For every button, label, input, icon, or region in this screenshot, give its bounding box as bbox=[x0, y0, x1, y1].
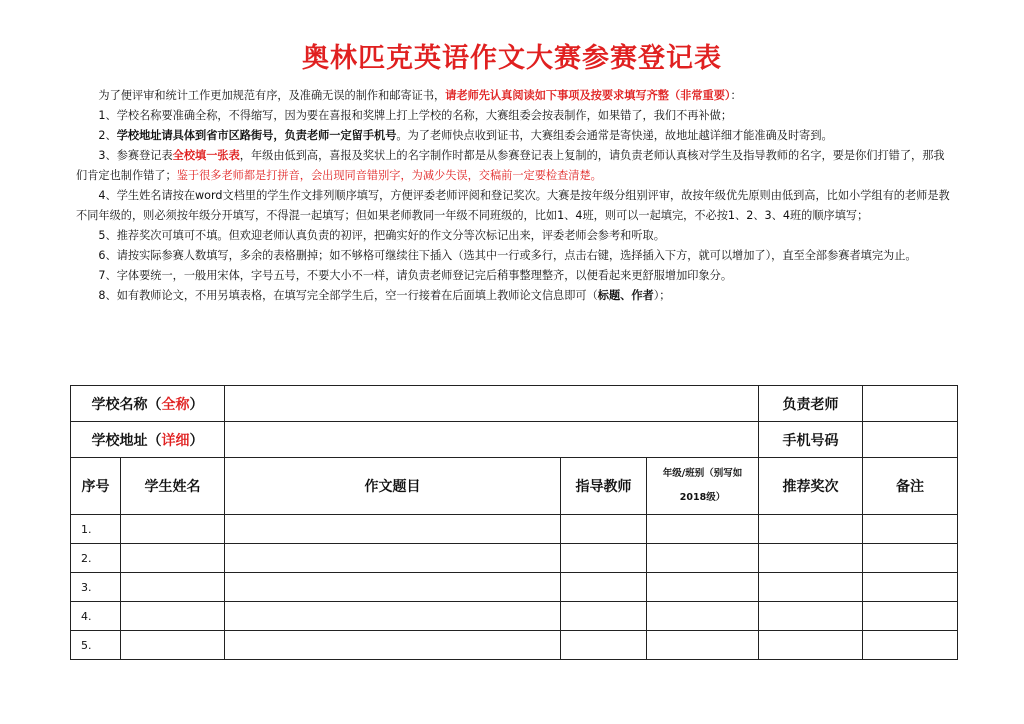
col-header-teacher: 指导教师 bbox=[561, 458, 647, 515]
teacher-cell[interactable] bbox=[561, 631, 647, 660]
teacher-cell[interactable] bbox=[561, 573, 647, 602]
remark-cell[interactable] bbox=[863, 573, 958, 602]
essay-cell[interactable] bbox=[225, 544, 561, 573]
student-cell[interactable] bbox=[121, 631, 225, 660]
school-name-field[interactable] bbox=[225, 386, 759, 422]
intro-emphasis: 请老师先认真阅读如下事项及按要求填写齐整（非常重要） bbox=[445, 89, 731, 102]
school-name-label-close: ） bbox=[189, 396, 204, 413]
item-2-text: 。为了老师快点收到证书，大赛组委会通常是寄快递，故地址越详细才能准确及时寄到。 bbox=[396, 129, 833, 142]
item-3-emphasis: 全校填一张表 bbox=[172, 149, 240, 162]
item-8-bold: 标题、作者 bbox=[597, 289, 654, 302]
row-number: 3. bbox=[71, 573, 121, 602]
instruction-item-8 bbox=[76, 286, 954, 306]
col-header-essay: 作文题目 bbox=[225, 458, 561, 515]
school-name-hint: 全称 bbox=[161, 396, 190, 413]
instructions bbox=[76, 86, 954, 306]
phone-label: 手机号码 bbox=[759, 422, 863, 458]
award-cell[interactable] bbox=[759, 515, 863, 544]
item-8-text: 8、如有教师论文，不用另填表格，在填写完全部学生后，空一行接着在后面填上教师论文信息即可（ bbox=[98, 289, 598, 302]
grade-cell[interactable] bbox=[647, 573, 759, 602]
grade-cell[interactable] bbox=[647, 544, 759, 573]
row-number: 5. bbox=[71, 631, 121, 660]
grade-cell[interactable] bbox=[647, 602, 759, 631]
address-hint: 详细 bbox=[161, 432, 190, 449]
instruction-item-6: 6、请按实际参赛人数填写，多余的表格删掉；如不够格可继续往下插入（选其中一行或多行，点击右键，选择插入下方，就可以增加了），直至全部参赛者填完为止。 bbox=[98, 249, 917, 262]
remark-cell[interactable] bbox=[863, 631, 958, 660]
row-number: 4. bbox=[71, 602, 121, 631]
table-row bbox=[71, 631, 958, 660]
instruction-item-4: 4、学生姓名请按在word文档里的学生作文排列顺序填写，方便评委老师评阅和登记奖次。大赛是按年级分组别评审，故按年级优先原则由低到高，比如小学组有的老师是教不同年级的，则必须按年级分开填写，不得混一起填写；但如果老师教同一年级不同班级的，比如1、4班，则可以一起填完，不必按1、2、3、4班的顺序填写； bbox=[76, 189, 950, 222]
grade-header-line2: 2018级） bbox=[679, 492, 726, 503]
item-8-close: ）； bbox=[653, 289, 671, 302]
item-3-warning: 鉴于很多老师都是打拼音，会出现同音错别字，为减少失误，交稿前一定要检查清楚。 bbox=[176, 169, 602, 182]
essay-cell[interactable] bbox=[225, 573, 561, 602]
column-header-row bbox=[71, 458, 958, 515]
address-label bbox=[71, 422, 225, 458]
table-row bbox=[71, 602, 958, 631]
col-header-remark: 备注 bbox=[863, 458, 958, 515]
phone-field[interactable] bbox=[863, 422, 958, 458]
instruction-item-2 bbox=[76, 126, 954, 146]
award-cell[interactable] bbox=[759, 544, 863, 573]
teacher-cell[interactable] bbox=[561, 515, 647, 544]
student-cell[interactable] bbox=[121, 544, 225, 573]
item-2-number: 2、 bbox=[98, 129, 117, 142]
grade-cell[interactable] bbox=[647, 631, 759, 660]
intro-text: 为了便评审和统计工作更加规范有序，及准确无误的制作和邮寄证书， bbox=[98, 89, 446, 102]
instruction-item-3 bbox=[76, 146, 954, 186]
item-2-bold: 学校地址请具体到省市区路街号，负责老师一定留手机号 bbox=[116, 129, 397, 142]
col-header-no: 序号 bbox=[71, 458, 121, 515]
school-name-label-text: 学校名称（ bbox=[91, 396, 162, 413]
award-cell[interactable] bbox=[759, 602, 863, 631]
award-cell[interactable] bbox=[759, 631, 863, 660]
table-row bbox=[71, 573, 958, 602]
table-row bbox=[71, 544, 958, 573]
instruction-item-7: 7、字体要统一，一般用宋体，字号五号，不要大小不一样，请负责老师登记完后稍事整理整齐，以便看起来更舒服增加印象分。 bbox=[98, 269, 733, 282]
page-title: 奥林匹克英语作文大赛参赛登记表 bbox=[302, 43, 722, 74]
award-cell[interactable] bbox=[759, 573, 863, 602]
remark-cell[interactable] bbox=[863, 544, 958, 573]
remark-cell[interactable] bbox=[863, 602, 958, 631]
intro-paragraph bbox=[76, 86, 954, 106]
school-name-label bbox=[71, 386, 225, 422]
essay-cell[interactable] bbox=[225, 631, 561, 660]
row-number: 2. bbox=[71, 544, 121, 573]
instruction-item-5: 5、推荐奖次可填可不填。但欢迎老师认真负责的初评，把确实好的作文分等次标记出来，评委老师会参考和听取。 bbox=[98, 229, 665, 242]
col-header-award: 推荐奖次 bbox=[759, 458, 863, 515]
student-cell[interactable] bbox=[121, 602, 225, 631]
address-label-text: 学校地址（ bbox=[91, 432, 162, 449]
school-name-row bbox=[71, 386, 958, 422]
grade-header-line1: 年级/班别（别写如 bbox=[662, 468, 743, 479]
essay-cell[interactable] bbox=[225, 602, 561, 631]
essay-cell[interactable] bbox=[225, 515, 561, 544]
address-field[interactable] bbox=[225, 422, 759, 458]
col-header-grade bbox=[647, 458, 759, 515]
intro-colon: ： bbox=[730, 89, 742, 102]
teacher-cell[interactable] bbox=[561, 602, 647, 631]
teacher-label: 负责老师 bbox=[759, 386, 863, 422]
col-header-student: 学生姓名 bbox=[121, 458, 225, 515]
registration-table bbox=[70, 385, 958, 660]
grade-cell[interactable] bbox=[647, 515, 759, 544]
address-row bbox=[71, 422, 958, 458]
instruction-item-1: 1、学校名称要准确全称，不得缩写，因为要在喜报和奖牌上打上学校的名称，大赛组委会按表制作，如果错了，我们不再补做； bbox=[98, 109, 733, 122]
table-row bbox=[71, 515, 958, 544]
remark-cell[interactable] bbox=[863, 515, 958, 544]
student-cell[interactable] bbox=[121, 515, 225, 544]
teacher-cell[interactable] bbox=[561, 544, 647, 573]
item-3-number: 3、参赛登记表 bbox=[98, 149, 173, 162]
item-3-text: ，年级由低到高，喜报及奖状上的名字制作时都是从参赛登记表上复制的，请负责老师认真核对学生及指导教师的名字，要是你们打错了，那我们肯定也制作错了； bbox=[76, 149, 945, 182]
address-label-close: ） bbox=[189, 432, 204, 449]
row-number: 1. bbox=[71, 515, 121, 544]
teacher-field[interactable] bbox=[863, 386, 958, 422]
student-cell[interactable] bbox=[121, 573, 225, 602]
